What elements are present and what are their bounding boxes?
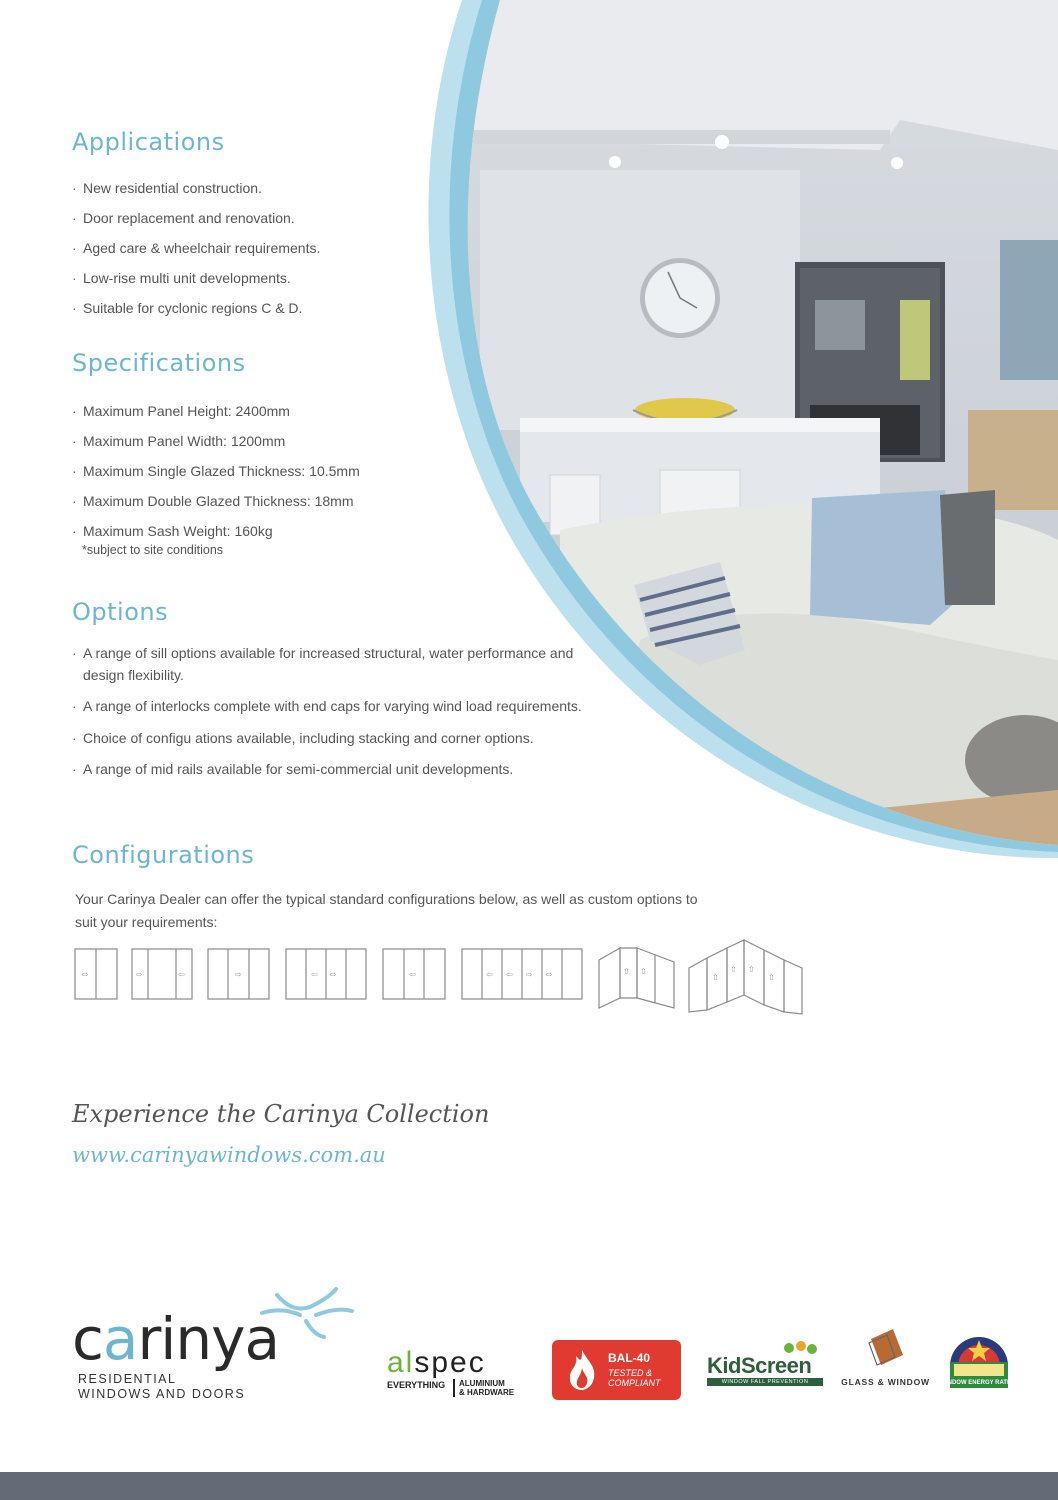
options-heading: Options: [72, 598, 169, 626]
list-item: · Choice of configu ations available, including stacking and corner options.: [72, 728, 643, 750]
list-item: · A range of sill options available for increased structural, water performance and design flexibility.: [72, 643, 612, 686]
energy-rating-icon: [940, 1326, 1018, 1390]
svg-text:⇨: ⇨: [546, 970, 553, 979]
configurations-intro: Your Carinya Dealer can offer the typical standard configurations below, as well as custom options to suit your requirements:: [75, 891, 698, 930]
svg-text:⇦: ⇦: [178, 970, 185, 979]
svg-text:⇨: ⇨: [235, 970, 242, 979]
bal40-badge: BAL-40 TESTED & COMPLIANT: [552, 1340, 681, 1400]
svg-text:⇧: ⇧: [730, 965, 737, 974]
configuration-diagrams: [72, 940, 812, 1020]
list-item: · Maximum Sash Weight: 160kg: [72, 516, 360, 546]
list-item: · A range of mid rails available for semi-commercial unit developments.: [72, 759, 612, 781]
list-item: · New residential construction.: [72, 173, 320, 203]
brand-subtitle: RESIDENTIAL: [78, 1372, 177, 1386]
list-item: · Maximum Double Glazed Thickness: 18mm: [72, 486, 360, 516]
svg-text:⇨: ⇨: [330, 970, 337, 979]
list-item: · Maximum Single Glazed Thickness: 10.5mm: [72, 456, 360, 486]
agwa-logo: GLASS & WINDOW: [838, 1325, 933, 1395]
brand-subtitle: WINDOWS AND DOORS: [78, 1387, 246, 1401]
svg-text:⇧: ⇧: [640, 967, 647, 976]
alspec-logo: alspec EVERYTHING ALUMINIUM & HARDWARE: [387, 1346, 515, 1397]
svg-text:⇦: ⇦: [409, 970, 416, 979]
options-list: [72, 643, 612, 781]
wers-logo: [940, 1326, 1018, 1390]
svg-text:⇦: ⇦: [486, 970, 493, 979]
svg-text:⇧: ⇧: [623, 967, 630, 976]
list-item: · Suitable for cyclonic regions C & D.: [72, 293, 320, 323]
site-conditions-note: *subject to site conditions: [82, 543, 224, 557]
list-item: · Maximum Panel Height: 2400mm: [72, 396, 360, 426]
list-item: · Door replacement and renovation.: [72, 203, 320, 233]
applications-list: [72, 173, 320, 323]
svg-text:⇧: ⇧: [712, 973, 719, 982]
tagline: Experience the Carinya Collection: [72, 1100, 490, 1128]
svg-text:WINDOW ENERGY RATING: WINDOW ENERGY RATING: [940, 1380, 1018, 1386]
svg-text:⇨: ⇨: [136, 970, 143, 979]
website-link[interactable]: www.carinyawindows.com.au: [72, 1143, 386, 1167]
specifications-heading: Specifications: [72, 349, 246, 377]
list-item: · Low-rise multi unit developments.: [72, 263, 320, 293]
svg-text:⇦: ⇦: [506, 970, 513, 979]
brand-name: carinya: [72, 1305, 280, 1373]
configurations-heading: Configurations: [72, 841, 255, 869]
carinya-logo: [72, 1285, 362, 1405]
kidscreen-logo: KidScreen WINDOW FALL PREVENTION: [705, 1340, 825, 1390]
applications-heading: Applications: [72, 128, 225, 156]
window-icon: [865, 1325, 907, 1373]
footer-bar: [0, 1472, 1058, 1500]
svg-text:⇦: ⇦: [311, 970, 318, 979]
list-item: · Maximum Panel Width: 1200mm: [72, 426, 360, 456]
svg-text:⇨: ⇨: [526, 970, 533, 979]
specifications-list: [72, 396, 360, 546]
list-item: · A range of interlocks complete with end caps for varying wind load requirements.: [72, 696, 612, 718]
svg-text:⇨: ⇨: [82, 970, 89, 979]
list-item: · Aged care & wheelchair requirements.: [72, 233, 320, 263]
svg-text:⇧: ⇧: [768, 973, 775, 982]
svg-text:⇧: ⇧: [748, 965, 755, 974]
flame-icon: [564, 1348, 600, 1392]
